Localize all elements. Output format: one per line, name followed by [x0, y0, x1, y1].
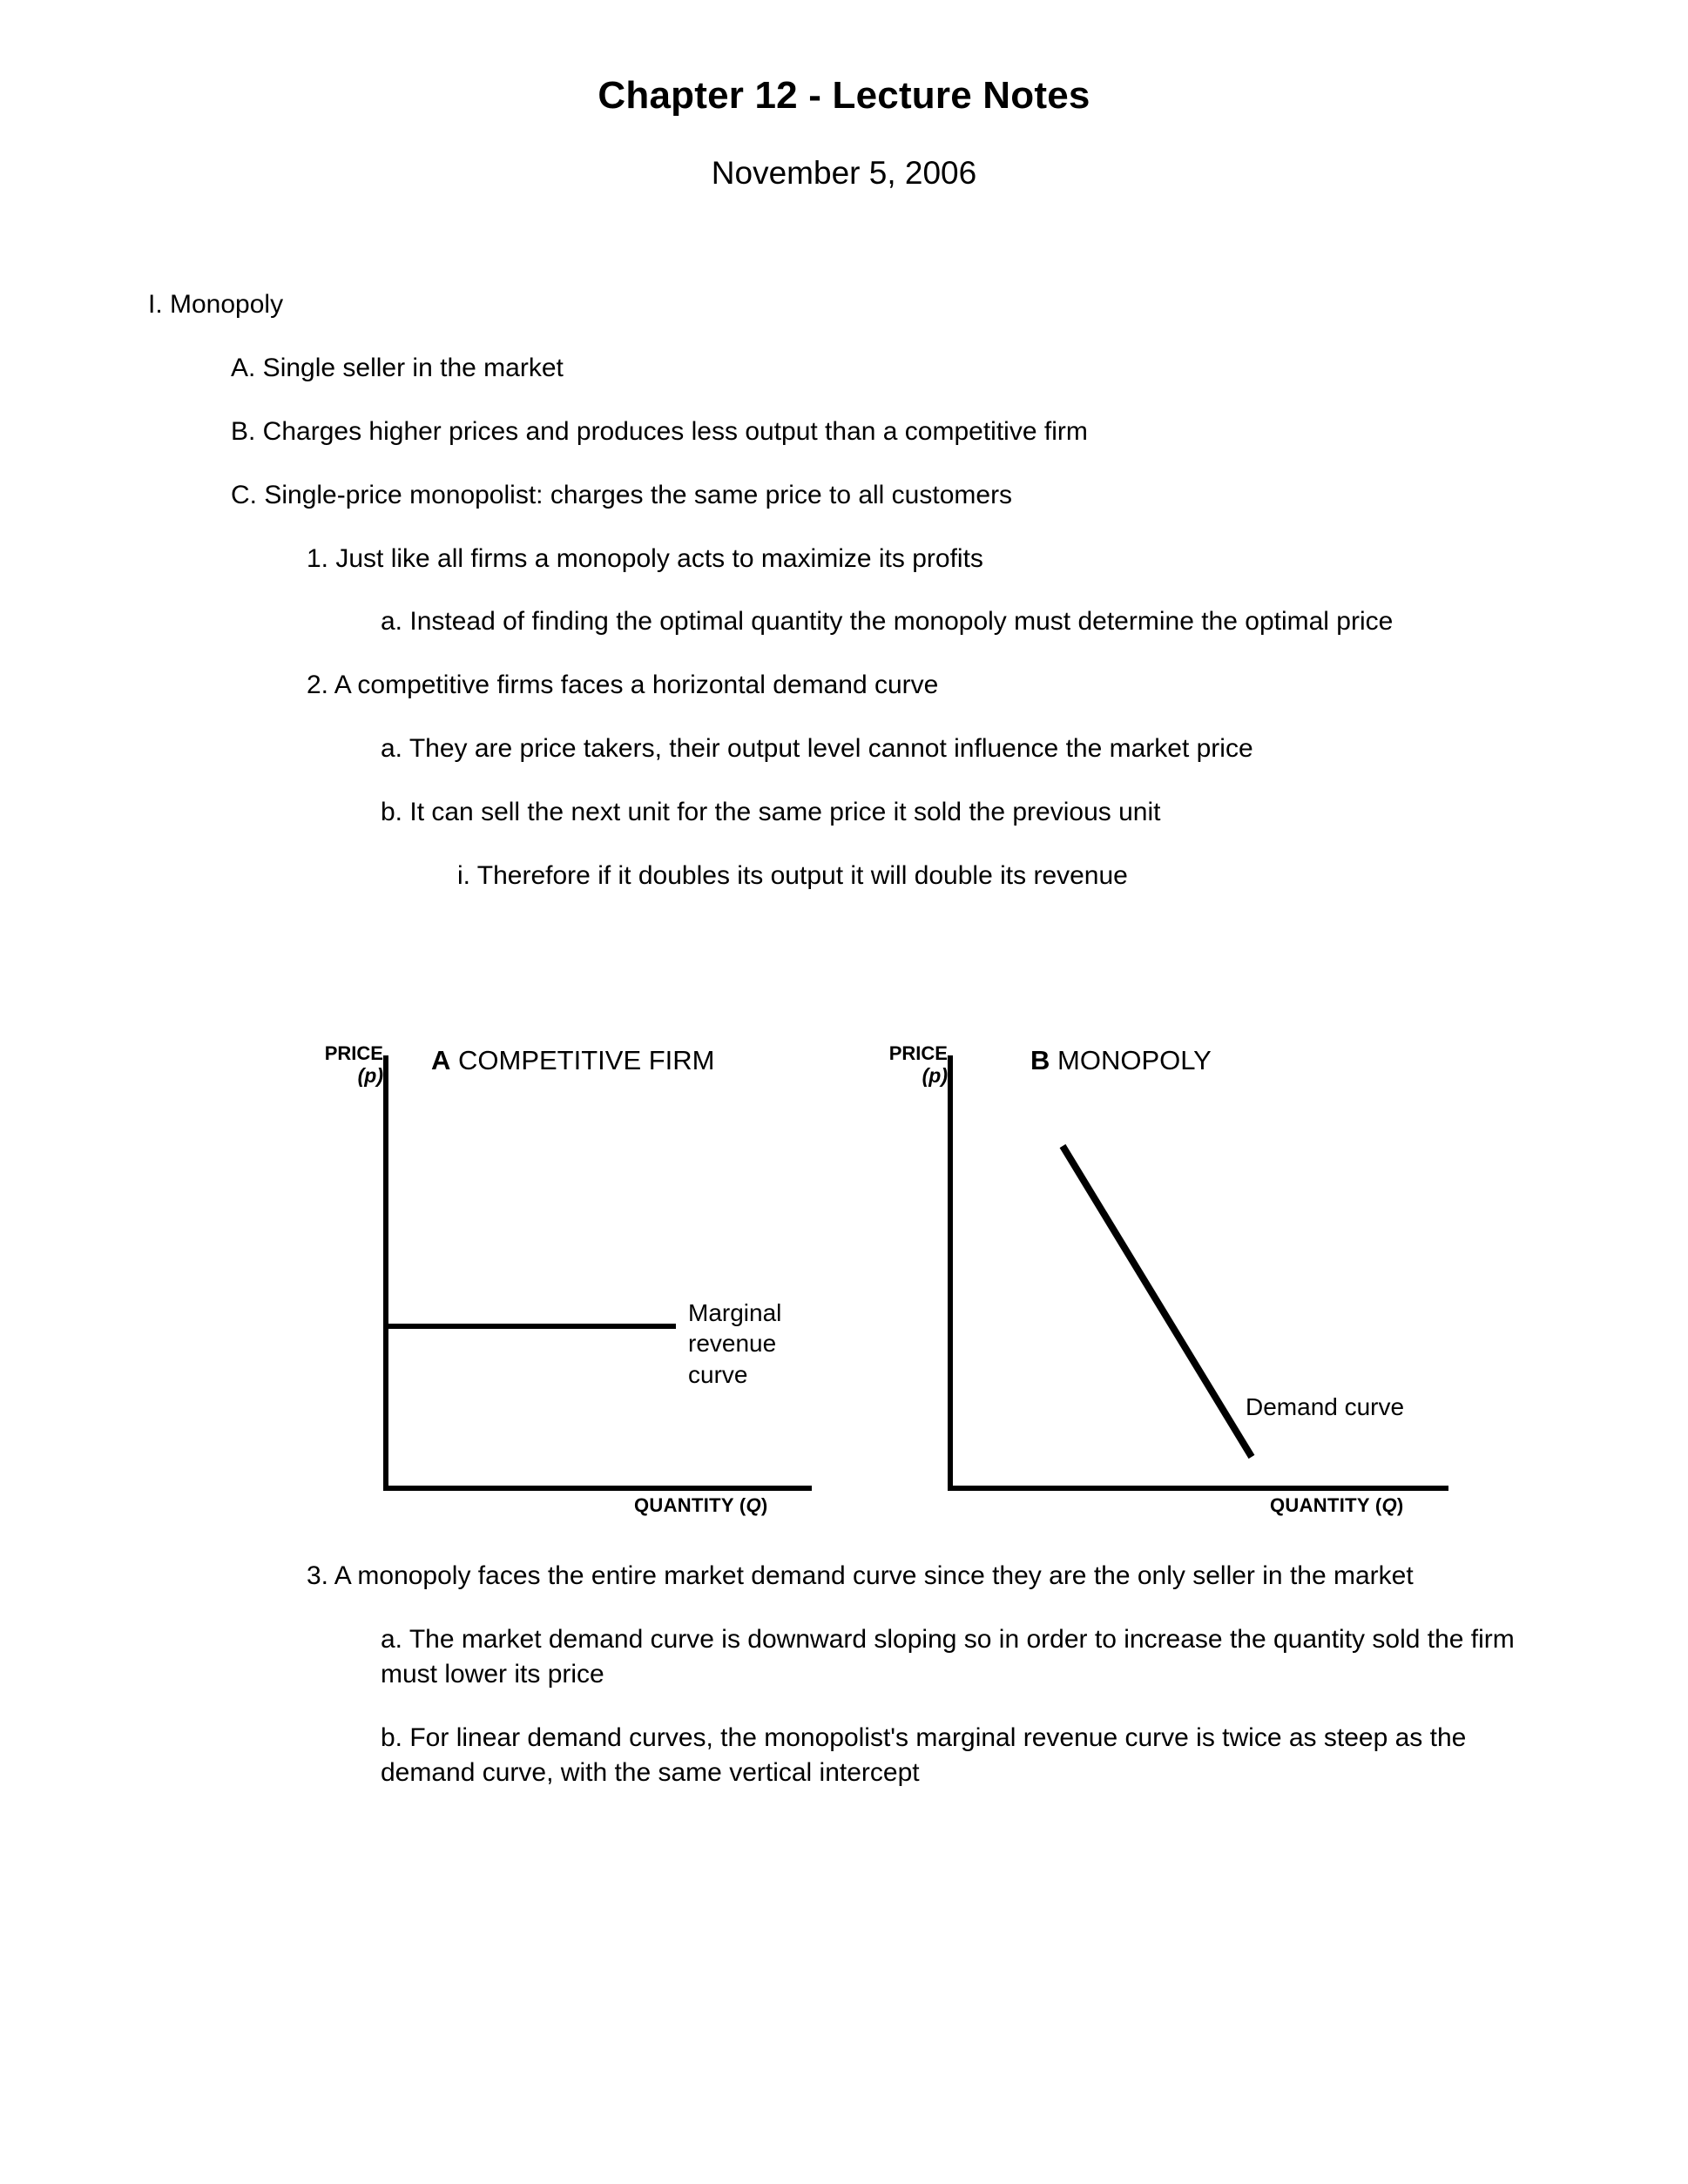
page-subtitle: November 5, 2006: [711, 155, 977, 191]
quantity-axis-label-a: [634, 1494, 768, 1517]
outline-item-c3-entire-market: 3. A monopoly faces the entire market demand curve since they are the only seller in the market: [307, 1561, 1414, 1590]
outline-item-c1-maximize: 1. Just like all firms a monopoly acts to maximize its profits: [307, 543, 983, 573]
figure-demand-curves: [0, 1026, 1688, 1516]
quantity-axis-label-b-end: ): [1396, 1494, 1404, 1516]
price-axis-label-b-variable: (p): [922, 1063, 948, 1087]
mr-label-line-1: Marginal: [688, 1299, 782, 1326]
quantity-axis-label-b-variable: Q: [1381, 1494, 1397, 1516]
chart-title-a-text: COMPETITIVE FIRM: [450, 1045, 715, 1075]
price-axis-label-a-variable: (p): [357, 1063, 383, 1087]
quantity-axis-label-a-main: QUANTITY (: [634, 1494, 746, 1516]
demand-curve-line: [1063, 1146, 1252, 1457]
outline-item-i-monopoly: I. Monopoly: [148, 290, 284, 319]
panel-letter-a: A: [431, 1045, 451, 1075]
chart-monopoly: [862, 1026, 1472, 1516]
quantity-axis-label-a-end: ): [760, 1494, 768, 1516]
panel-letter-b: B: [1030, 1045, 1050, 1075]
demand-curve-label: Demand curve: [1246, 1393, 1405, 1420]
quantity-axis-label-b: [1270, 1494, 1404, 1517]
outline-item-c2a-price-takers: a. They are price takers, their output level cannot influence the market price: [381, 734, 1253, 764]
marginal-revenue-line: [383, 1324, 676, 1329]
outline-item-a-single-seller: A. Single seller in the market: [231, 353, 564, 382]
y-axis-a: [383, 1055, 388, 1491]
outline-item-c2b-next-unit: b. It can sell the next unit for the same price it sold the previous unit: [381, 798, 1161, 827]
outline-list-continued: [0, 1559, 1688, 1818]
quantity-axis-label-b-main: QUANTITY (: [1270, 1494, 1382, 1516]
price-axis-label-a-main: PRICE: [324, 1042, 383, 1064]
mr-label-line-2: revenue: [688, 1330, 777, 1358]
outline-item-c2bi-double-revenue: i. Therefore if it doubles its output it will double its revenue: [457, 861, 1128, 891]
marginal-revenue-curve-label: [688, 1298, 781, 1390]
x-axis-a: [383, 1486, 812, 1491]
mr-label-line-3: curve: [688, 1360, 748, 1388]
price-axis-label-a: [261, 1043, 383, 1087]
outline-list: [0, 287, 1688, 922]
page-title: Chapter 12 - Lecture Notes: [598, 74, 1090, 117]
chart-competitive-firm: [296, 1026, 836, 1516]
price-axis-label-b-main: PRICE: [888, 1042, 948, 1064]
outline-item-c3a-downward-sloping: a. The market demand curve is downward sloping so in order to increase the quantity sold the firm must lower its price: [381, 1624, 1515, 1689]
quantity-axis-label-a-variable: Q: [746, 1494, 761, 1516]
outline-item-b-charges-higher: B. Charges higher prices and produces less output than a competitive firm: [231, 416, 1088, 446]
chart-title-a: [431, 1045, 715, 1076]
outline-item-c-single-price: C. Single-price monopolist: charges the same price to all customers: [231, 480, 1013, 509]
demand-curve-svg: [862, 1026, 1472, 1505]
outline-item-c3b-twice-as-steep: b. For linear demand curves, the monopolist's marginal revenue curve is twice as steep as the demand curve, with the same vertical intercept: [381, 1722, 1467, 1787]
outline-item-c2-horizontal-demand: 2. A competitive firms faces a horizontal demand curve: [307, 671, 939, 700]
outline-item-c1a-optimal-price: a. Instead of finding the optimal quantity the monopoly must determine the optimal price: [381, 607, 1394, 637]
chart-title-b-text: MONOPOLY: [1050, 1045, 1212, 1075]
